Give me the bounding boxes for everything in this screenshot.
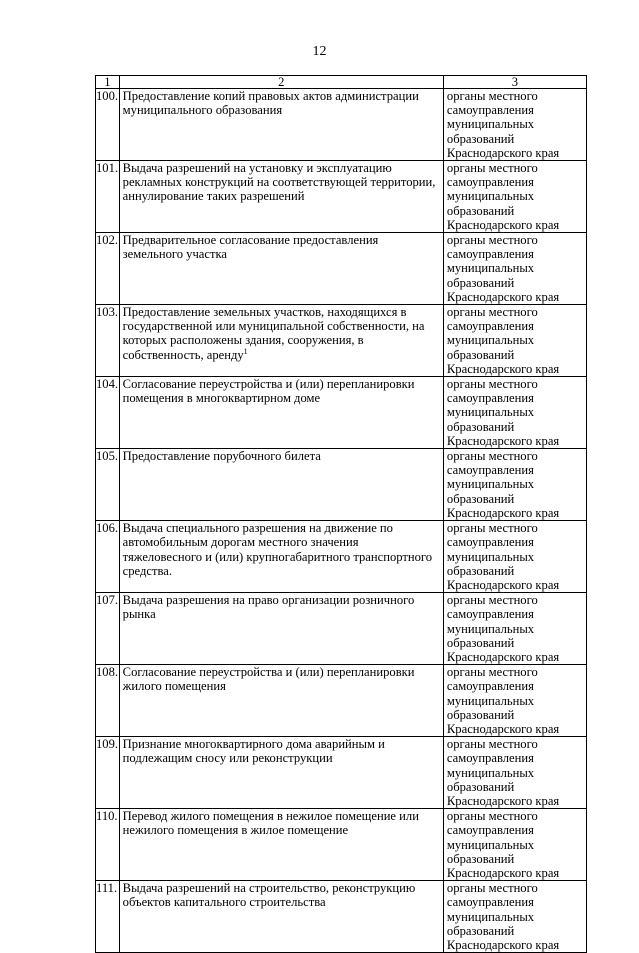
- row-number: 102.: [96, 233, 120, 305]
- authority-cell: органы местного самоуправления муниципальных образований Краснодарского края: [443, 593, 586, 665]
- authority-cell: органы местного самоуправления муниципальных образований Краснодарского края: [443, 737, 586, 809]
- service-name-cell: [119, 377, 443, 449]
- service-name-cell: [119, 305, 443, 377]
- row-number: 111.: [96, 881, 120, 953]
- authority-cell: органы местного самоуправления муниципальных образований Краснодарского края: [443, 377, 586, 449]
- services-table-body: [96, 76, 587, 953]
- service-name: Предоставление копий правовых актов администрации муниципального образования: [122, 89, 419, 118]
- row-number: 105.: [96, 449, 120, 521]
- row-number: 107.: [96, 593, 120, 665]
- service-name: Выдача специального разрешения на движение по автомобильным дорогам местного значения тяжеловесного и (или) крупногабаритного транспортного средства.: [122, 521, 433, 578]
- table-row: [96, 377, 587, 449]
- authority-cell: органы местного самоуправления муниципальных образований Краснодарского края: [443, 305, 586, 377]
- service-name: Перевод жилого помещения в нежилое помещение или нежилого помещения в жилое помещение: [122, 809, 419, 838]
- table-row: [96, 233, 587, 305]
- page-number: 12: [312, 44, 327, 59]
- service-name-cell: [119, 233, 443, 305]
- authority-cell: органы местного самоуправления муниципальных образований Краснодарского края: [443, 809, 586, 881]
- service-name: Предварительное согласование предоставления земельного участка: [122, 233, 379, 262]
- header-col-1: 1: [96, 76, 120, 89]
- row-number: 103.: [96, 305, 120, 377]
- row-number: 100.: [96, 89, 120, 161]
- table-row: [96, 449, 587, 521]
- authority-cell: органы местного самоуправления муниципальных образований Краснодарского края: [443, 881, 586, 953]
- row-number: 104.: [96, 377, 120, 449]
- table-row: [96, 665, 587, 737]
- authority-cell: органы местного самоуправления муниципальных образований Краснодарского края: [443, 449, 586, 521]
- service-name-cell: [119, 593, 443, 665]
- service-name: Выдача разрешения на право организации розничного рынка: [122, 593, 415, 622]
- service-name: Согласование переустройства и (или) перепланировки жилого помещения: [122, 665, 415, 694]
- table-row: [96, 521, 587, 593]
- service-name-cell: [119, 881, 443, 953]
- service-name-cell: [119, 89, 443, 161]
- service-name-cell: [119, 737, 443, 809]
- service-name-cell: [119, 449, 443, 521]
- authority-cell: органы местного самоуправления муниципальных образований Краснодарского края: [443, 89, 586, 161]
- service-name-cell: [119, 665, 443, 737]
- authority-cell: органы местного самоуправления муниципальных образований Краснодарского края: [443, 233, 586, 305]
- table-row: [96, 161, 587, 233]
- service-name-cell: [119, 521, 443, 593]
- row-number: 109.: [96, 737, 120, 809]
- row-number: 108.: [96, 665, 120, 737]
- service-name: Выдача разрешений на установку и эксплуатацию рекламных конструкций на соответствующей территории, аннулирование таких разрешений: [122, 161, 436, 204]
- header-col-2: 2: [119, 76, 443, 89]
- header-col-3: 3: [443, 76, 586, 89]
- service-name: Согласование переустройства и (или) перепланировки помещения в многоквартирном доме: [122, 377, 415, 406]
- table-row: [96, 89, 587, 161]
- table-row: [96, 305, 587, 377]
- row-number: 110.: [96, 809, 120, 881]
- table-row: [96, 593, 587, 665]
- service-name-cell: [119, 161, 443, 233]
- service-name: Предоставление порубочного билета: [122, 449, 321, 464]
- service-name: Выдача разрешений на строительство, реконструкцию объектов капитального строительства: [122, 881, 416, 910]
- services-table: [95, 75, 587, 953]
- table-header-row: [96, 76, 587, 89]
- service-name: Предоставление земельных участков, находящихся в государственной или муниципальной собственности, на которых расположены здания, сооружения, в собственность, аренду: [122, 305, 425, 362]
- authority-cell: органы местного самоуправления муниципальных образований Краснодарского края: [443, 161, 586, 233]
- table-row: [96, 881, 587, 953]
- row-number: 106.: [96, 521, 120, 593]
- service-name-cell: [119, 809, 443, 881]
- authority-cell: органы местного самоуправления муниципальных образований Краснодарского края: [443, 521, 586, 593]
- authority-cell: органы местного самоуправления муниципальных образований Краснодарского края: [443, 665, 586, 737]
- table-row: [96, 809, 587, 881]
- row-number: 101.: [96, 161, 120, 233]
- service-name: Признание многоквартирного дома аварийным и подлежащим сносу или реконструкции: [122, 737, 385, 766]
- footnote-marker: 1: [243, 346, 248, 356]
- table-row: [96, 737, 587, 809]
